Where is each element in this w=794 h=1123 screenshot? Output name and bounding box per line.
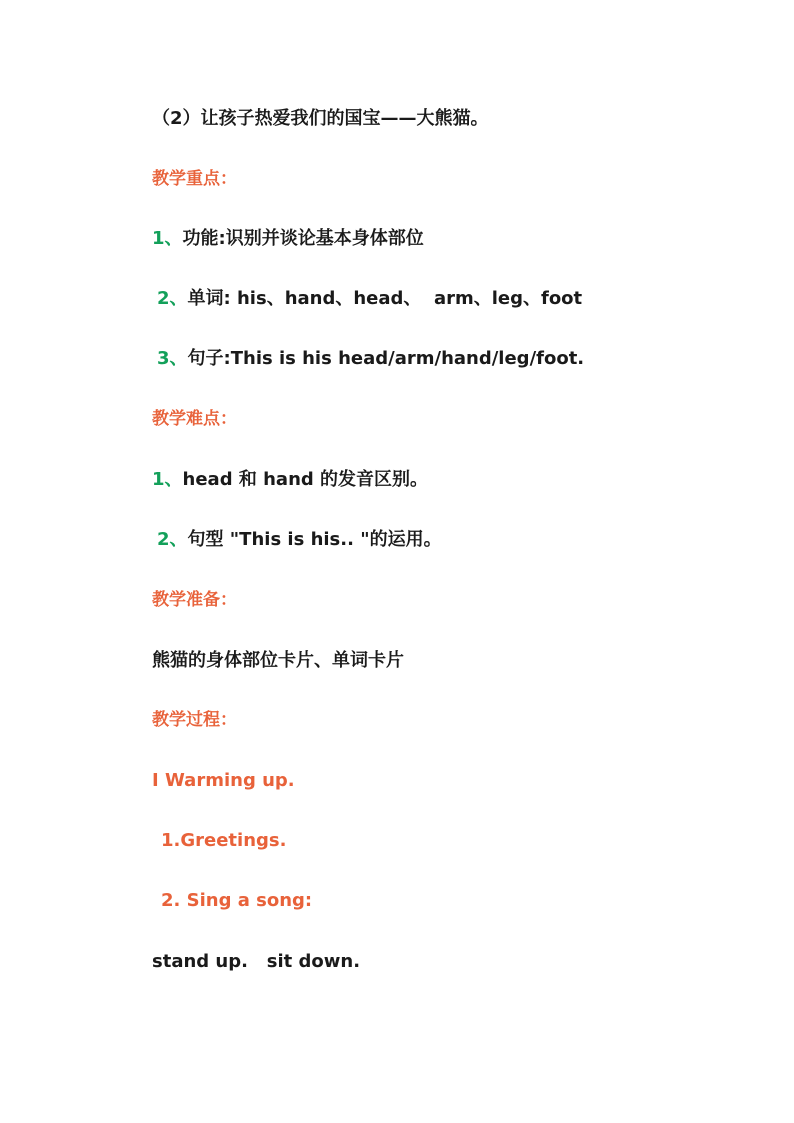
key-point-2-text: 单词: his、hand、head、 arm、leg、foot bbox=[187, 288, 583, 309]
difficult-point-2-number: 2、 bbox=[157, 529, 188, 550]
key-point-2-number: 2、 bbox=[157, 288, 188, 309]
difficult-point-2 bbox=[157, 528, 442, 552]
key-point-1 bbox=[152, 227, 424, 251]
difficult-point-1-text: head 和 hand 的发音区别。 bbox=[182, 469, 429, 490]
difficult-point-2-text: 句型 "This is his.. "的运用。 bbox=[187, 529, 442, 550]
key-point-3-number: 3、 bbox=[157, 348, 188, 369]
preparation-heading: 教学准备： bbox=[152, 590, 237, 610]
difficult-point-1 bbox=[152, 468, 428, 492]
key-point-1-number: 1、 bbox=[152, 228, 183, 249]
warmup-heading: I Warming up. bbox=[152, 770, 295, 791]
objective-2: （2）让孩子热爱我们的国宝——大熊猫。 bbox=[152, 108, 489, 129]
key-point-1-text: 功能:识别并谈论基本身体部位 bbox=[182, 228, 424, 249]
key-points-heading: 教学重点： bbox=[152, 169, 237, 189]
difficult-point-1-number: 1、 bbox=[152, 469, 183, 490]
key-point-3-text: 句子:This is his head/arm/hand/leg/foot. bbox=[187, 348, 585, 369]
key-point-3 bbox=[157, 347, 584, 371]
song-lyrics: stand up. sit down. bbox=[152, 951, 361, 972]
warmup-step-1: 1.Greetings. bbox=[161, 830, 287, 851]
preparation-text: 熊猫的身体部位卡片、单词卡片 bbox=[152, 650, 404, 671]
key-point-2 bbox=[157, 287, 582, 311]
process-heading: 教学过程： bbox=[152, 710, 237, 730]
warmup-step-2: 2. Sing a song: bbox=[161, 890, 313, 911]
difficult-points-heading: 教学难点： bbox=[152, 409, 237, 429]
